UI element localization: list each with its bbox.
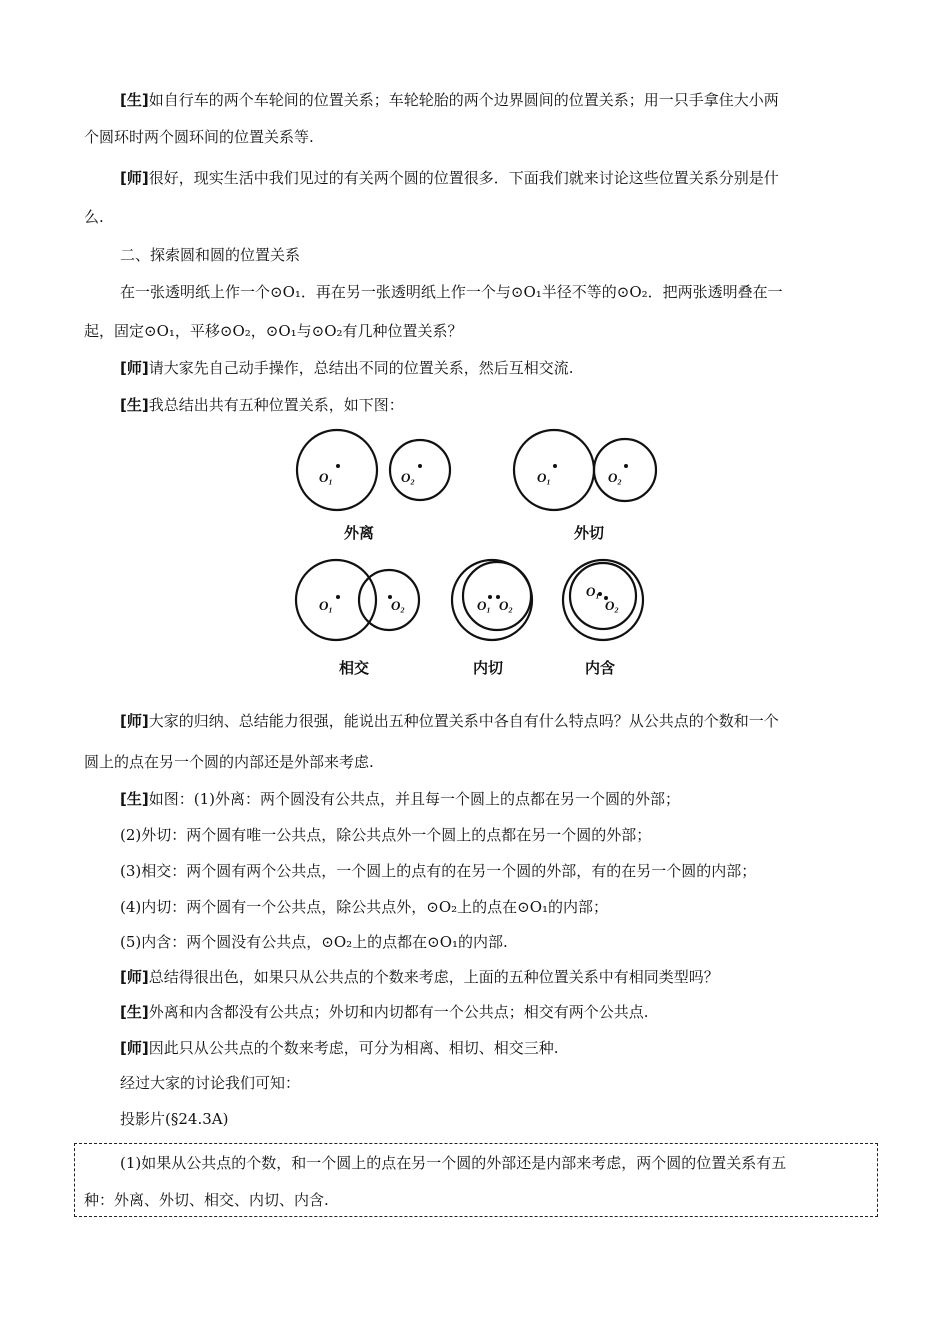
center-label-o1: O₁ <box>586 584 600 599</box>
paragraph-line: (3)相交：两个圆有两个公共点，一个圆上的点有的在另一个圆的外部，有的在另一个圆的内部； <box>120 862 757 880</box>
paragraph-line: (4)内切：两个圆有一个公共点，除公共点外，⊙O₂上的点在⊙O₁的内部； <box>120 898 609 916</box>
center-label-o2: O₂ <box>499 598 513 613</box>
center-label-o2: O₂ <box>608 470 622 485</box>
circle-separate-1 <box>297 430 377 510</box>
paragraph-line: [师]请大家先自己动手操作，总结出不同的位置关系，然后互相交流. <box>120 359 574 377</box>
paragraph-line: 圆上的点在另一个圆的内部还是外部来考虑. <box>84 753 374 771</box>
paragraph-line: [师]大家的归纳、总结能力很强，能说出五种位置关系中各自有什么特点吗？从公共点的个数和一个 <box>120 712 779 730</box>
circle-intersect-1 <box>296 560 376 640</box>
figure-label-int-tangent: 内切 <box>473 659 504 677</box>
center-label-o2: O₂ <box>401 470 415 485</box>
paragraph-line: 在一张透明纸上作一个⊙O₁．再在另一张透明纸上作一个与⊙O₁半径不等的⊙O₂．把两张透明叠在一 <box>120 283 783 301</box>
center-dot <box>418 464 422 468</box>
paragraph-line: [生]外离和内含都没有公共点；外切和内切都有一个公共点；相交有两个公共点. <box>120 1003 649 1021</box>
paragraph-line: [生]我总结出共有五种位置关系，如下图： <box>120 396 404 414</box>
figure-label-contain: 内含 <box>585 659 616 677</box>
paragraph-line: 个圆环时两个圆环间的位置关系等. <box>84 128 314 146</box>
center-dot <box>336 464 340 468</box>
figure-label-separate: 外离 <box>344 524 375 542</box>
paragraph-line: (5)内含：两个圆没有公共点，⊙O₂上的点都在⊙O₁的内部. <box>120 933 508 951</box>
paragraph-line: [师]总结得很出色，如果只从公共点的个数来考虑，上面的五种位置关系中有相同类型吗？ <box>120 968 719 986</box>
center-dot <box>624 464 628 468</box>
center-dot <box>336 595 340 599</box>
circle-separate-2 <box>390 440 450 500</box>
box-line: 种：外离、外切、相交、内切、内含. <box>84 1191 329 1209</box>
center-label-o2: O₂ <box>391 598 405 613</box>
figure-label-ext-tangent: 外切 <box>574 524 605 542</box>
circle-contain-2 <box>570 563 636 629</box>
center-label-o2: O₂ <box>605 598 619 613</box>
circle-intersect-2 <box>359 570 419 630</box>
box-line: (1)如果从公共点的个数，和一个圆上的点在另一个圆的外部还是内部来考虑，两个圆的位置关系有五 <box>120 1154 787 1172</box>
center-label-o1: O₁ <box>477 598 491 613</box>
circle-ext-tangent-1 <box>514 430 594 510</box>
paragraph-line: 么. <box>84 208 104 226</box>
center-label-o1: O₁ <box>537 470 551 485</box>
paragraph-line: 投影片(§24.3A) <box>120 1110 229 1128</box>
paragraph-line: [师]很好，现实生活中我们见过的有关两个圆的位置很多．下面我们就来讨论这些位置关系分别是什 <box>120 169 779 187</box>
paragraph-line: (2)外切：两个圆有唯一公共点，除公共点外一个圆上的点都在另一个圆的外部； <box>120 826 652 844</box>
center-label-o1: O₁ <box>319 470 333 485</box>
figure-label-intersect: 相交 <box>339 659 370 677</box>
section-heading: 二、探索圆和圆的位置关系 <box>120 246 301 264</box>
center-label-o1: O₁ <box>319 598 333 613</box>
paragraph-line: [生]如自行车的两个车轮间的位置关系；车轮轮胎的两个边界圆间的位置关系；用一只手拿住大小两 <box>120 91 779 109</box>
paragraph-line: 经过大家的讨论我们可知： <box>120 1074 301 1092</box>
circle-ext-tangent-2 <box>594 439 656 501</box>
center-dot <box>553 464 557 468</box>
paragraph-line: [生]如图：(1)外离：两个圆没有公共点，并且每一个圆上的点都在另一个圆的外部； <box>120 790 680 808</box>
paragraph-line: [师]因此只从公共点的个数来考虑，可分为相离、相切、相交三种. <box>120 1039 559 1057</box>
paragraph-line: 起，固定⊙O₁，平移⊙O₂，⊙O₁与⊙O₂有几种位置关系？ <box>84 322 463 340</box>
